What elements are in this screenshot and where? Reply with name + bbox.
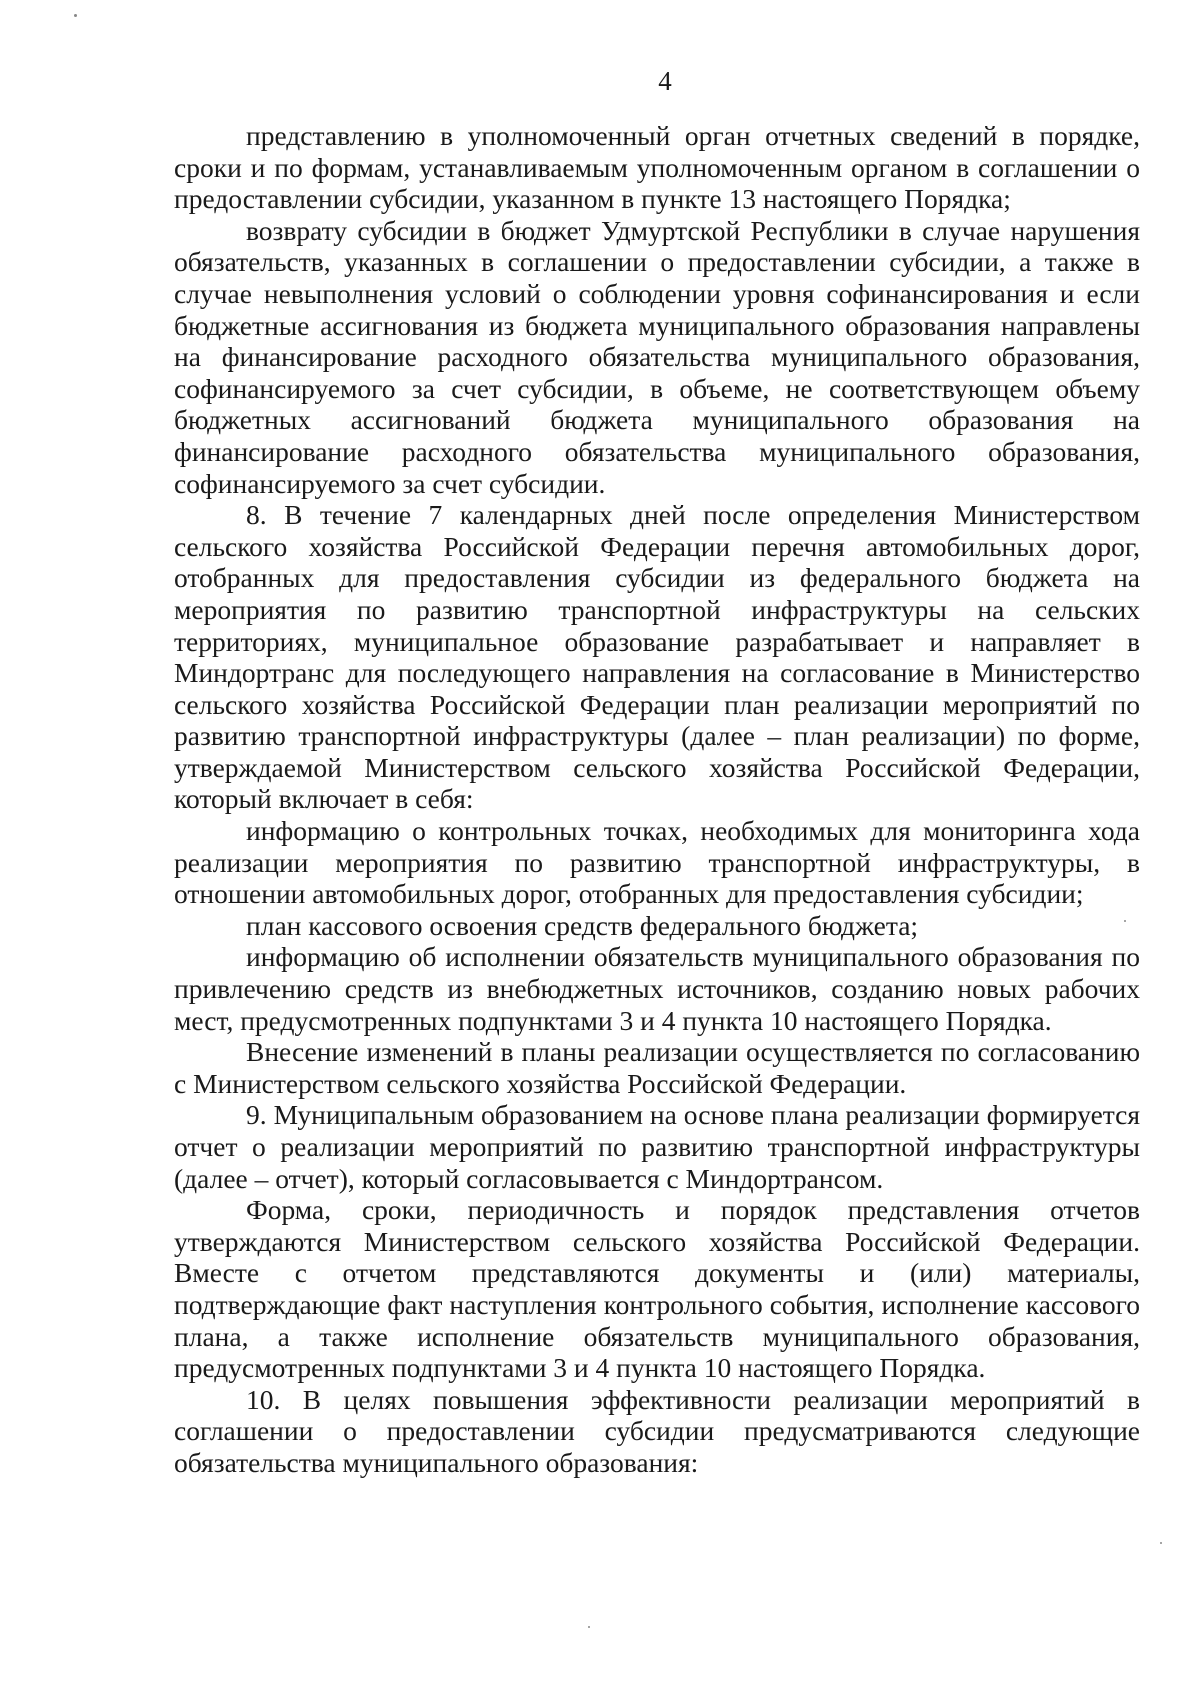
paragraph: 8. В течение 7 календарных дней после определения Министерством сельского хозяйства Российской Федерации перечня автомобильных дорог, отобранных для предоставления субсидии из федерального бюджета на мероприятия по развитию транспортной инфраструктуры на сельских территориях, муниципальное образование разрабатывает и направляет в Миндортранс для последующего направления на согласование в Министерство сельского хозяйства Российской Федерации план реализации мероприятий по развитию транспортной инфраструктуры (далее – план реализации) по форме, утверждаемой Министерством сельского хозяйства Российской Федерации, который включает в себя: bbox=[174, 499, 1140, 815]
paragraph: план кассового освоения средств федерального бюджета; bbox=[246, 909, 919, 941]
scan-speck bbox=[74, 14, 77, 17]
paragraph: информацию об исполнении обязательств муниципального образования по привлечению средств из внебюджетных источников, созданию новых рабочих мест, предусмотренных подпунктами 3 и 4 пункта 10 настоящего Порядка. bbox=[174, 941, 1140, 1036]
paragraph: Внесение изменений в планы реализации осуществляется по согласованию с Министерством сельского хозяйства Российской Федерации. bbox=[174, 1036, 1140, 1099]
page-number: 4 bbox=[658, 66, 672, 96]
scan-speck bbox=[588, 1626, 590, 1628]
paragraph: информацию о контрольных точках, необходимых для мониторинга хода реализации мероприятия по развитию транспортной инфраструктуры, в отношении автомобильных дорог, отобранных для предоставления субсидии; bbox=[174, 815, 1140, 910]
paragraph: представлению в уполномоченный орган отчетных сведений в порядке, сроки и по формам, устанавливаемым уполномоченным органом в соглашении о предоставлении субсидии, указанном в пункте 13 настоящего Порядка; bbox=[174, 120, 1140, 215]
scan-speck bbox=[1124, 920, 1126, 922]
paragraph: возврату субсидии в бюджет Удмуртской Республики в случае нарушения обязательств, указанных в соглашении о предоставлении субсидии, а также в случае невыполнения условий о соблюдении уровня софинансирования и если бюджетные ассигнования из бюджета муниципального образования направлены на финансирование расходного обязательства муниципального образования, софинансируемого за счет субсидии, в объеме, не соответствующем объему бюджетных ассигнований бюджета муниципального образования на финансирование расходного обязательства муниципального образования, софинансируемого за счет субсидии. bbox=[174, 214, 1140, 499]
paragraph: 10. В целях повышения эффективности реализации мероприятий в соглашении о предоставлении субсидии предусматриваются следующие обязательства муниципального образования: bbox=[174, 1383, 1140, 1478]
document-body bbox=[174, 120, 1140, 1479]
paragraph: 9. Муниципальным образованием на основе плана реализации формируется отчет о реализации мероприятий по развитию транспортной инфраструктуры (далее – отчет), который согласовывается с Миндортрансом. bbox=[174, 1099, 1140, 1194]
paragraph: Форма, сроки, периодичность и порядок представления отчетов утверждаются Министерством сельского хозяйства Российской Федерации. Вместе с отчетом представляются документы и (или) материалы, подтверждающие факт наступления контрольного события, исполнение кассового плана, а также исполнение обязательств муниципального образования, предусмотренных подпунктами 3 и 4 пункта 10 настоящего Порядка. bbox=[174, 1194, 1140, 1384]
scan-speck bbox=[1160, 1542, 1162, 1544]
